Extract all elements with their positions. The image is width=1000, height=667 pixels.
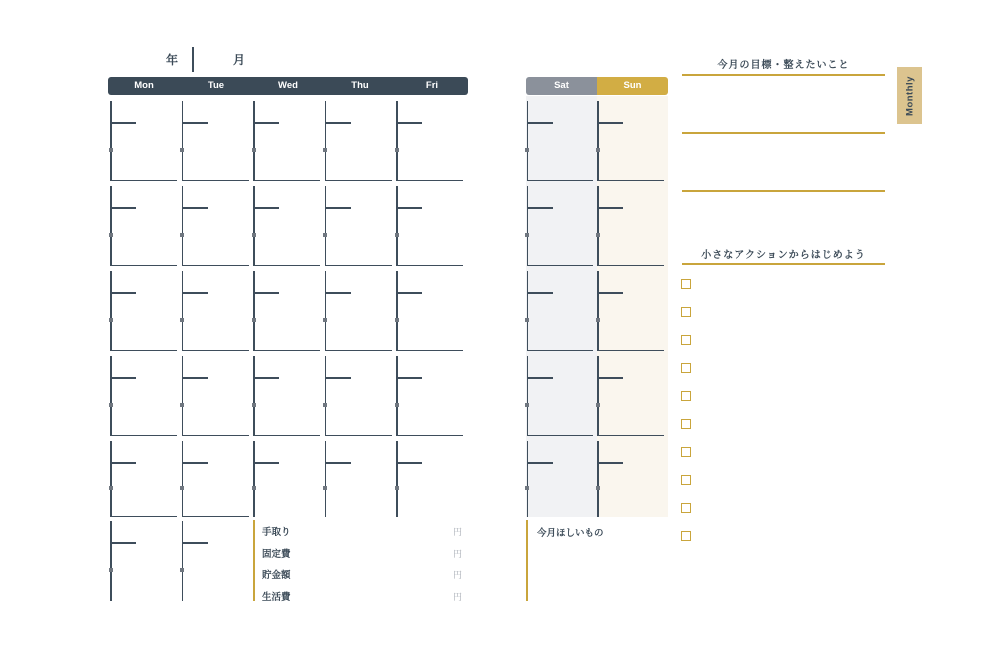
cell-bullet-dot — [525, 318, 529, 322]
header-mon: Mon — [134, 80, 154, 91]
cell-bottom-rule — [597, 265, 664, 267]
calendar-cell-week1-sat[interactable] — [527, 101, 593, 181]
calendar-cell-week4-sun[interactable] — [597, 356, 664, 436]
calendar-cell-week2-sat[interactable] — [527, 186, 593, 266]
cell-left-rule — [396, 441, 398, 517]
budget-label-takehome: 手取り — [262, 527, 291, 538]
cell-bottom-rule — [182, 516, 249, 518]
calendar-cell-week1-wed[interactable] — [253, 101, 320, 181]
cell-date-line — [182, 207, 208, 209]
cell-date-line — [325, 292, 351, 294]
cell-left-rule — [597, 101, 599, 181]
cell-bottom-rule — [527, 350, 593, 352]
budget-label-living-costs: 生活費 — [262, 592, 291, 603]
cell-left-rule — [325, 101, 327, 181]
cell-bottom-rule — [182, 350, 249, 352]
cell-bullet-dot — [180, 318, 184, 322]
header-wed: Wed — [278, 80, 298, 91]
action-checkbox-10[interactable] — [681, 531, 691, 541]
cell-date-line — [253, 377, 279, 379]
action-checkbox-6[interactable] — [681, 419, 691, 429]
calendar-cell-week5-wed[interactable] — [253, 441, 320, 517]
cell-bullet-dot — [109, 568, 113, 572]
cell-left-rule — [527, 271, 529, 351]
cell-left-rule — [253, 271, 255, 351]
header-sat: Sat — [554, 80, 569, 91]
cell-bullet-dot — [109, 148, 113, 152]
cell-date-line — [182, 542, 208, 544]
calendar-cell-week2-fri[interactable] — [396, 186, 463, 266]
cell-bottom-rule — [396, 350, 463, 352]
cell-bullet-dot — [395, 148, 399, 152]
cell-date-line — [253, 462, 279, 464]
calendar-cell-week4-thu[interactable] — [325, 356, 392, 436]
budget-unit-living-costs: 円 — [452, 592, 462, 602]
cell-date-line — [325, 462, 351, 464]
cell-bullet-dot — [395, 486, 399, 490]
cell-bottom-rule — [325, 350, 392, 352]
calendar-cell-week3-sun[interactable] — [597, 271, 664, 351]
cell-left-rule — [597, 441, 599, 517]
wishlist-title: 今月ほしいもの — [537, 528, 604, 539]
calendar-cell-week3-fri[interactable] — [396, 271, 463, 351]
cell-bullet-dot — [252, 486, 256, 490]
cell-bullet-dot — [525, 233, 529, 237]
cell-bullet-dot — [180, 148, 184, 152]
cell-bottom-rule — [325, 265, 392, 267]
cell-bullet-dot — [180, 486, 184, 490]
calendar-cell-week3-wed[interactable] — [253, 271, 320, 351]
cell-bullet-dot — [109, 318, 113, 322]
calendar-cell-week1-fri[interactable] — [396, 101, 463, 181]
cell-date-line — [110, 207, 136, 209]
calendar-cell-week5-thu[interactable] — [325, 441, 392, 517]
cell-bullet-dot — [323, 148, 327, 152]
cell-left-rule — [253, 101, 255, 181]
cell-date-line — [325, 377, 351, 379]
cell-bottom-rule — [396, 180, 463, 182]
cell-bottom-rule — [110, 265, 177, 267]
cell-left-rule — [182, 356, 184, 436]
cell-bottom-rule — [325, 435, 392, 437]
cell-bullet-dot — [596, 403, 600, 407]
cell-date-line — [527, 207, 553, 209]
cell-left-rule — [325, 356, 327, 436]
header-sun: Sun — [623, 80, 642, 91]
calendar-cell-week3-mon[interactable] — [110, 271, 177, 351]
action-checkbox-7[interactable] — [681, 447, 691, 457]
cell-left-rule — [253, 356, 255, 436]
cell-bottom-rule — [527, 265, 593, 267]
cell-bullet-dot — [395, 318, 399, 322]
cell-date-line — [110, 122, 136, 124]
cell-left-rule — [325, 186, 327, 266]
cell-left-rule — [182, 101, 184, 181]
action-checkbox-8[interactable] — [681, 475, 691, 485]
cell-left-rule — [110, 186, 112, 266]
cell-left-rule — [527, 186, 529, 266]
cell-bottom-rule — [253, 435, 320, 437]
calendar-cell-week6-mon[interactable] — [110, 521, 177, 601]
action-checkbox-1[interactable] — [681, 279, 691, 289]
cell-left-rule — [253, 441, 255, 517]
cell-date-line — [527, 292, 553, 294]
cell-date-line — [325, 122, 351, 124]
cell-bullet-dot — [109, 403, 113, 407]
cell-bottom-rule — [597, 180, 664, 182]
cell-bottom-rule — [253, 265, 320, 267]
cell-bullet-dot — [596, 486, 600, 490]
header-fri: Fri — [425, 80, 439, 91]
cell-bullet-dot — [323, 403, 327, 407]
cell-left-rule — [527, 356, 529, 436]
cell-left-rule — [110, 356, 112, 436]
tab-monthly[interactable] — [897, 67, 922, 124]
calendar-cell-week2-thu[interactable] — [325, 186, 392, 266]
cell-left-rule — [182, 186, 184, 266]
cell-left-rule — [597, 271, 599, 351]
cell-bottom-rule — [396, 435, 463, 437]
cell-left-rule — [396, 356, 398, 436]
cell-bullet-dot — [323, 486, 327, 490]
cell-bullet-dot — [252, 148, 256, 152]
cell-bullet-dot — [252, 403, 256, 407]
cell-date-line — [396, 292, 422, 294]
cell-bullet-dot — [109, 233, 113, 237]
calendar-cell-week1-thu[interactable] — [325, 101, 392, 181]
budget-unit-takehome: 円 — [452, 527, 462, 537]
actions-title-underline — [682, 263, 885, 265]
calendar-cell-week5-tue[interactable] — [182, 441, 249, 517]
goals-line — [682, 74, 885, 76]
calendar-cell-week2-wed[interactable] — [253, 186, 320, 266]
cell-bottom-rule — [253, 350, 320, 352]
cell-bullet-dot — [252, 318, 256, 322]
calendar-cell-week2-mon[interactable] — [110, 186, 177, 266]
budget-unit-fixed-costs: 円 — [452, 549, 462, 559]
cell-bottom-rule — [110, 180, 177, 182]
action-checkbox-2[interactable] — [681, 307, 691, 317]
cell-bottom-rule — [597, 435, 664, 437]
cell-date-line — [527, 462, 553, 464]
cell-bottom-rule — [110, 435, 177, 437]
cell-date-line — [527, 122, 553, 124]
cell-bottom-rule — [182, 180, 249, 182]
cell-date-line — [182, 122, 208, 124]
cell-left-rule — [396, 101, 398, 181]
cell-date-line — [527, 377, 553, 379]
cell-bottom-rule — [396, 265, 463, 267]
cell-bottom-rule — [182, 435, 249, 437]
action-checkbox-5[interactable] — [681, 391, 691, 401]
cell-left-rule — [325, 441, 327, 517]
calendar-cell-week6-tue[interactable] — [182, 521, 249, 601]
year-label: 年 — [165, 53, 178, 67]
action-checkbox-4[interactable] — [681, 363, 691, 373]
cell-bottom-rule — [527, 180, 593, 182]
cell-bullet-dot — [395, 233, 399, 237]
cell-bullet-dot — [252, 233, 256, 237]
cell-bottom-rule — [325, 180, 392, 182]
cell-date-line — [396, 122, 422, 124]
cell-date-line — [396, 207, 422, 209]
month-label: 月 — [232, 53, 245, 67]
calendar-cell-week1-sun[interactable] — [597, 101, 664, 181]
header-thu: Thu — [351, 80, 369, 91]
budget-left-rule — [253, 520, 255, 601]
calendar-cell-week3-sat[interactable] — [527, 271, 593, 351]
cell-left-rule — [325, 271, 327, 351]
cell-bullet-dot — [180, 403, 184, 407]
cell-left-rule — [527, 101, 529, 181]
cell-date-line — [110, 292, 136, 294]
calendar-cell-week4-tue[interactable] — [182, 356, 249, 436]
calendar-cell-week4-fri[interactable] — [396, 356, 463, 436]
cell-date-line — [182, 377, 208, 379]
calendar-cell-week5-fri[interactable] — [396, 441, 463, 517]
cell-date-line — [110, 462, 136, 464]
cell-date-line — [597, 292, 623, 294]
cell-bottom-rule — [110, 516, 177, 518]
cell-date-line — [597, 377, 623, 379]
cell-date-line — [396, 462, 422, 464]
cell-bullet-dot — [395, 403, 399, 407]
cell-date-line — [182, 292, 208, 294]
cell-date-line — [110, 542, 136, 544]
goals-line — [682, 132, 885, 134]
cell-bullet-dot — [596, 318, 600, 322]
cell-left-rule — [110, 521, 112, 601]
cell-left-rule — [110, 271, 112, 351]
cell-left-rule — [527, 441, 529, 517]
cell-left-rule — [597, 356, 599, 436]
cell-bullet-dot — [596, 148, 600, 152]
calendar-cell-week3-tue[interactable] — [182, 271, 249, 351]
cell-left-rule — [110, 101, 112, 181]
actions-section-title: 小さなアクションからはじめよう — [701, 250, 866, 261]
cell-bullet-dot — [180, 568, 184, 572]
cell-left-rule — [110, 441, 112, 517]
calendar-cell-week4-wed[interactable] — [253, 356, 320, 436]
cell-left-rule — [396, 271, 398, 351]
calendar-cell-week1-tue[interactable] — [182, 101, 249, 181]
cell-date-line — [325, 207, 351, 209]
calendar-cell-week5-sun[interactable] — [597, 441, 664, 517]
cell-bullet-dot — [525, 403, 529, 407]
budget-label-savings: 貯金額 — [262, 570, 291, 581]
tab-monthly-label: Monthly — [904, 75, 915, 116]
cell-left-rule — [597, 186, 599, 266]
wishlist-left-rule — [526, 520, 528, 601]
cell-bottom-rule — [182, 265, 249, 267]
cell-left-rule — [182, 441, 184, 517]
cell-date-line — [253, 292, 279, 294]
cell-bullet-dot — [109, 486, 113, 490]
goals-line — [682, 190, 885, 192]
cell-bottom-rule — [597, 350, 664, 352]
cell-bullet-dot — [323, 318, 327, 322]
cell-date-line — [597, 462, 623, 464]
calendar-cell-week2-sun[interactable] — [597, 186, 664, 266]
header-tue: Tue — [207, 80, 225, 91]
cell-bottom-rule — [110, 350, 177, 352]
cell-bottom-rule — [527, 435, 593, 437]
calendar-cell-week2-tue[interactable] — [182, 186, 249, 266]
budget-label-fixed-costs: 固定費 — [262, 549, 291, 560]
cell-bullet-dot — [596, 233, 600, 237]
cell-left-rule — [182, 521, 184, 601]
cell-date-line — [253, 207, 279, 209]
cell-date-line — [597, 207, 623, 209]
cell-bullet-dot — [180, 233, 184, 237]
cell-date-line — [396, 377, 422, 379]
cell-bullet-dot — [323, 233, 327, 237]
budget-unit-savings: 円 — [452, 570, 462, 580]
calendar-cell-week5-mon[interactable] — [110, 441, 177, 517]
calendar-cell-week4-mon[interactable] — [110, 356, 177, 436]
cell-left-rule — [182, 271, 184, 351]
action-checkbox-9[interactable] — [681, 503, 691, 513]
calendar-cell-week3-thu[interactable] — [325, 271, 392, 351]
cell-bullet-dot — [525, 486, 529, 490]
action-checkbox-3[interactable] — [681, 335, 691, 345]
cell-left-rule — [396, 186, 398, 266]
cell-date-line — [182, 462, 208, 464]
cell-bullet-dot — [525, 148, 529, 152]
calendar-cell-week1-mon[interactable] — [110, 101, 177, 181]
cell-bottom-rule — [253, 180, 320, 182]
cell-date-line — [597, 122, 623, 124]
cell-date-line — [253, 122, 279, 124]
cell-left-rule — [253, 186, 255, 266]
calendar-cell-week5-sat[interactable] — [527, 441, 593, 517]
cell-date-line — [110, 377, 136, 379]
calendar-cell-week4-sat[interactable] — [527, 356, 593, 436]
goals-section-title: 今月の目標・整えたいこと — [717, 60, 850, 71]
